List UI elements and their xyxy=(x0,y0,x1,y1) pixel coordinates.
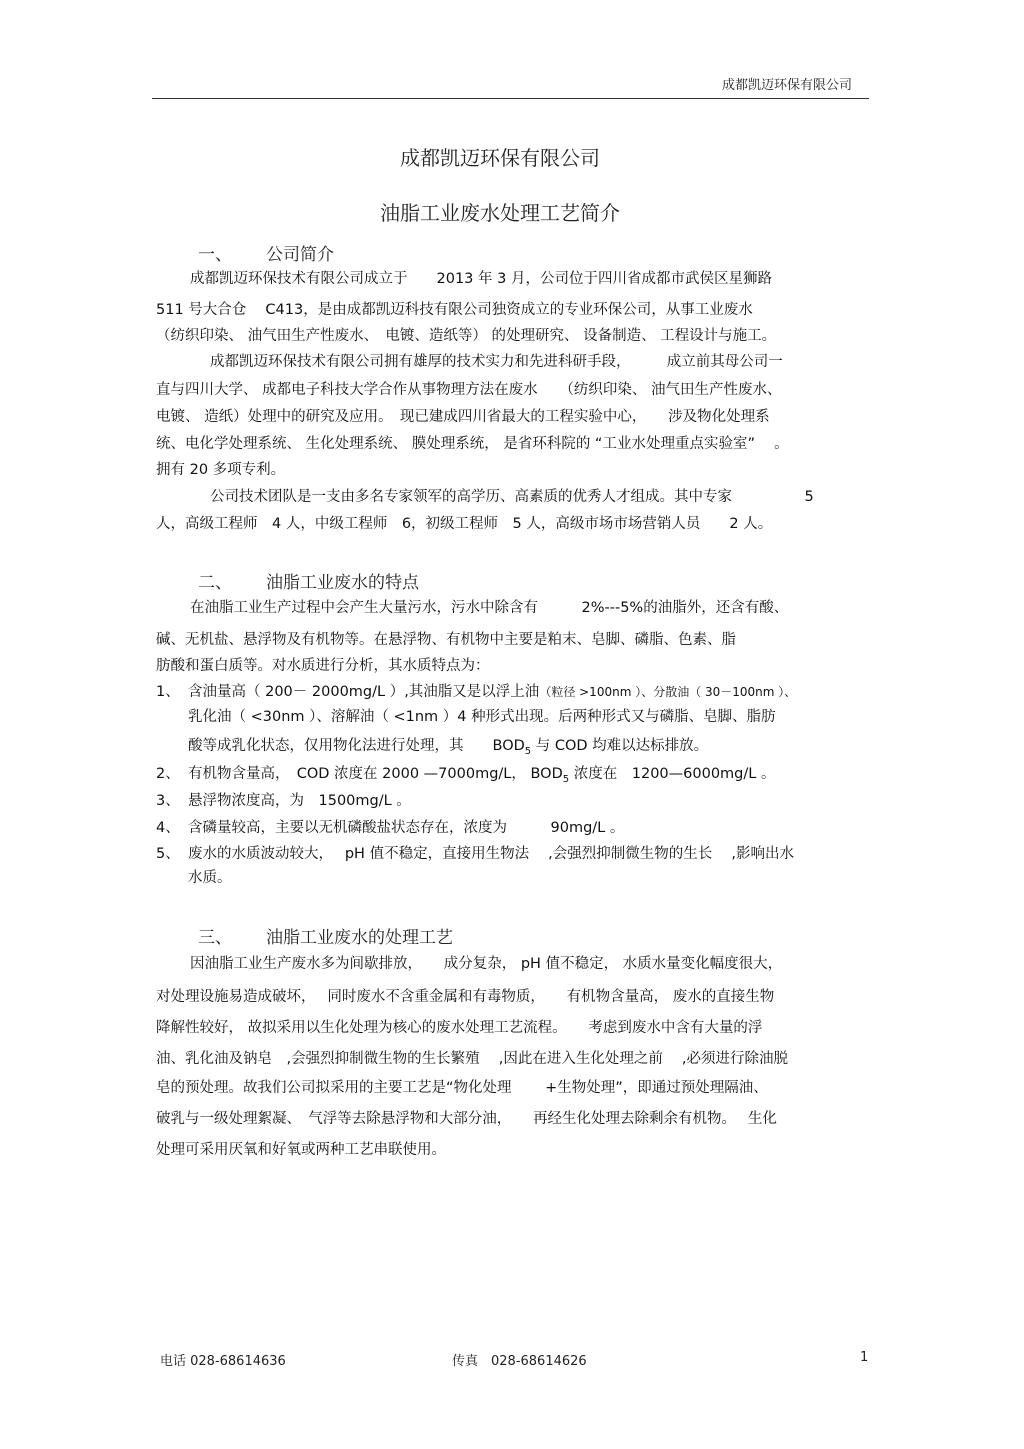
list-item-text: 有机物含量高， COD 浓度在 2000 —7000mg/L， BOD xyxy=(188,766,563,782)
paragraph-line: 在油脂工业生产过程中会产生大量污水，污水中除含有 2%---5%的油脂外，还含有酸、 xyxy=(190,600,789,616)
paragraph-line: 拥有 20 多项专利。 xyxy=(156,462,286,478)
paragraph-line: 肪酸和蛋白质等。对水质进行分析，其水质特点为： xyxy=(156,658,490,674)
list-item-continuation xyxy=(188,734,708,757)
list-item-text: 悬浮物浓度高，为 1500mg/L 。 xyxy=(188,793,411,809)
paragraph-line: 511 号大合仓 C413，是由成都凯迈科技有限公司独资成立的专业环保公司，从事工业废水 xyxy=(156,302,753,318)
list-item-text: （粒径 >100nm ）、分散油（ 30－100nm ）、 xyxy=(539,685,797,699)
list-item xyxy=(156,762,775,785)
paragraph-line: 电镀、 造纸）处理中的研究及应用。 现已建成四川省最大的工程实验中心， 涉及物化处理系 xyxy=(156,409,770,425)
paragraph-line: 降解性较好， 故拟采用以生化处理为核心的废水处理工艺流程。 考虑到废水中含有大量的浮 xyxy=(156,1020,763,1036)
section-1-title: 公司简介 xyxy=(266,245,334,265)
section-2-number: 二、 xyxy=(198,573,232,593)
paragraph-line: 直与四川大学、 成都电子科技大学合作从事物理方法在废水 （纺织印染、 油气田生产性废水、 xyxy=(156,382,782,398)
footer-phone: 电话 028-68614636 xyxy=(160,1354,286,1369)
paragraph-line: 碱、无机盐、悬浮物及有机物等。在悬浮物、有机物中主要是粕末、皂脚、磷脂、色素、脂 xyxy=(156,632,736,648)
document-title: 成都凯迈环保有限公司 xyxy=(400,146,600,170)
paragraph-line: 人，高级工程师 4 人，中级工程师 6，初级工程师 5 人，高级市场市场营销人员 2 人。 xyxy=(156,516,773,532)
section-3-title: 油脂工业废水的处理工艺 xyxy=(266,928,453,948)
list-item-text: 含磷量较高，主要以无机磷酸盐状态存在，浓度为 90mg/L 。 xyxy=(188,820,625,836)
paragraph-line: 对处理设施易造成破坏， 同时废水不含重金属和有毒物质， 有机物含量高， 废水的直接生物 xyxy=(156,989,775,1005)
subscript: 5 xyxy=(524,745,532,757)
list-item-number: 5、 xyxy=(156,846,180,862)
paragraph-line: （纺织印染、 油气田生产性废水、 电镀、造纸等） 的处理研究、 设备制造、 工程设计与施工。 xyxy=(156,328,777,344)
paragraph-line: 处理可采用厌氧和好氧或两种工艺串联使用。 xyxy=(156,1142,446,1158)
list-item-number: 3、 xyxy=(156,793,180,809)
section-3-number: 三、 xyxy=(198,928,232,948)
section-1-heading xyxy=(198,240,334,265)
page-number: 1 xyxy=(860,1350,869,1365)
list-item-number: 4、 xyxy=(156,820,180,836)
list-item xyxy=(156,789,411,810)
list-item-number: 1、 xyxy=(156,684,180,700)
paragraph-line: 公司技术团队是一支由多名专家领军的高学历、高素质的优秀人才组成。其中专家 5 xyxy=(210,489,814,505)
list-item-text: 浓度在 1200—6000mg/L 。 xyxy=(569,766,776,782)
paragraph-line: 因油脂工业生产废水多为间歇排放， 成分复杂， pH 值不稳定， 水质水量变化幅度很大， xyxy=(190,956,783,972)
list-item-text: 酸等成乳化状态，仅用物化法进行处理，其 BOD xyxy=(188,738,525,754)
section-3-heading xyxy=(198,923,453,948)
section-1-number: 一、 xyxy=(198,245,232,265)
section-2-heading xyxy=(198,568,419,593)
subscript: 5 xyxy=(562,773,570,785)
list-item-continuation: 乳化油（ <30nm ）、溶解油（ <1nm ）4 种形式出现。后两种形式又与磷脂、皂脚、脂肪 xyxy=(188,709,776,725)
paragraph-line: 成都凯迈环保技术有限公司成立于 2013 年 3 月，公司位于四川省成都市武侯区星狮路 xyxy=(190,271,772,287)
list-item-number: 2、 xyxy=(156,766,180,782)
paragraph-line: 统、电化学处理系统、 生化处理系统、 膜处理系统， 是省环科院的 “工业水处理重点实验室” 。 xyxy=(156,436,789,452)
list-item xyxy=(156,816,624,837)
section-2-title: 油脂工业废水的特点 xyxy=(266,573,419,593)
list-item xyxy=(156,842,794,863)
paragraph-line: 成都凯迈环保技术有限公司拥有雄厚的技术实力和先进科研手段， 成立前其母公司一 xyxy=(210,354,783,370)
list-item-continuation: 水质。 xyxy=(188,870,232,886)
header-rule xyxy=(152,98,869,99)
paragraph-line: 破乳与一级处理絮凝、 气浮等去除悬浮物和大部分油， 再经生化处理去除剩余有机物。 生化 xyxy=(156,1111,777,1127)
list-item-text: 含油量高（ 200－ 2000mg/L ）,其油脂又是以浮上油 xyxy=(188,684,540,700)
list-item-text: 废水的水质波动较大， pH 值不稳定，直接用生物法 ,会强烈抑制微生物的生长 ,影响出水 xyxy=(188,846,795,862)
list-item xyxy=(156,680,796,701)
header-company: 成都凯迈环保有限公司 xyxy=(721,78,852,93)
footer-fax: 传真 028-68614626 xyxy=(452,1354,587,1369)
paragraph-line: 油、乳化油及钠皂 ,会强烈抑制微生物的生长繁殖 ,因此在进入生化处理之前 ,必须进行除油脱 xyxy=(156,1051,789,1067)
paragraph-line: 皂的预处理。故我们公司拟采用的主要工艺是“物化处理 +生物处理”，即通过预处理隔油、 xyxy=(156,1080,768,1096)
list-item-text: 与 COD 均难以达标排放。 xyxy=(531,738,709,754)
document-subtitle: 油脂工业废水处理工艺简介 xyxy=(380,201,620,225)
